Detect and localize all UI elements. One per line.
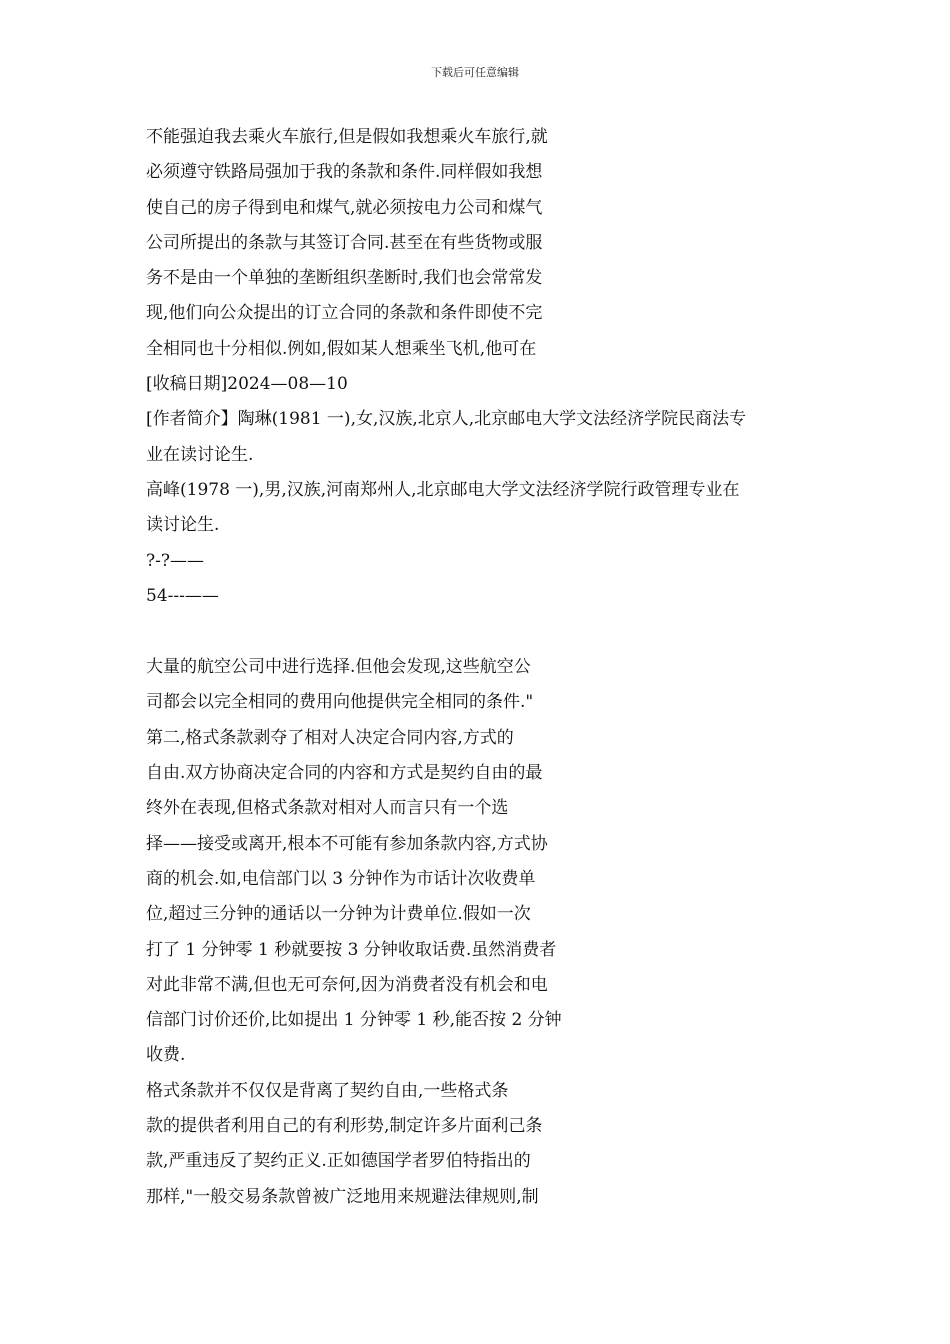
text-line: 对此非常不满,但也无可奈何,因为消费者没有机会和电 bbox=[146, 974, 548, 995]
article-metadata bbox=[146, 367, 826, 614]
author-intro-2-cont: 读讨论生. bbox=[146, 515, 220, 536]
author-intro-2: 高峰(1978 一),男,汉族,河南郑州人,北京邮电大学文法经济学院行政管理专业在 bbox=[146, 479, 740, 500]
text-line: 信部门讨价还价,比如提出 1 分钟零 1 秒,能否按 2 分钟 bbox=[146, 1010, 562, 1031]
text-line: 自由.双方协商决定合同的内容和方式是契约自由的最 bbox=[146, 763, 543, 784]
text-line: 必须遵守铁路局强加于我的条款和条件.同样假如我想 bbox=[146, 162, 543, 183]
text-line: 款,严重违反了契约正义.正如德国学者罗伯特指出的 bbox=[146, 1151, 531, 1172]
page-header: 下载后可任意编辑 bbox=[431, 66, 519, 79]
text-line: 全相同也十分相似.例如,假如某人想乘坐飞机,他可在 bbox=[146, 338, 537, 359]
text-line: 务不是由一个单独的垄断组织垄断时,我们也会常常发 bbox=[146, 268, 543, 289]
text-line: 商的机会.如,电信部门以 3 分钟作为市话计次收费单 bbox=[146, 868, 536, 889]
text-line: 现,他们向公众提出的订立合同的条款和条件即使不完 bbox=[146, 303, 543, 324]
text-line: 打了 1 分钟零 1 秒就要按 3 分钟收取话费.虽然消费者 bbox=[146, 939, 557, 960]
page-number: 54---—— bbox=[146, 585, 219, 606]
text-line: 公司所提出的条款与其签订合同.甚至在有些货物或服 bbox=[146, 232, 543, 253]
text-line: 大量的航空公司中进行选择.但他会发现,这些航空公 bbox=[146, 657, 531, 678]
text-line: 司都会以完全相同的费用向他提供完全相同的条件." bbox=[146, 692, 534, 713]
document-body bbox=[146, 120, 826, 1215]
spacer bbox=[146, 614, 826, 650]
separator-mark: ?-?—— bbox=[146, 550, 204, 571]
text-line: 使自己的房子得到电和煤气,就必须按电力公司和煤气 bbox=[146, 197, 543, 218]
text-line: 格式条款并不仅仅是背离了契约自由,一些格式条 bbox=[146, 1080, 509, 1101]
text-line: 择——接受或离开,根本不可能有参加条款内容,方式协 bbox=[146, 833, 548, 854]
text-line: 款的提供者利用自己的有利形势,制定许多片面利己条 bbox=[146, 1116, 543, 1137]
text-line: 第二,格式条款剥夺了相对人决定合同内容,方式的 bbox=[146, 727, 514, 748]
author-intro-1: [作者简介】陶琳(1981 一),女,汉族,北京人,北京邮电大学文法经济学院民商法专 bbox=[146, 409, 747, 430]
text-line: 收费. bbox=[146, 1045, 186, 1066]
text-line: 那样,"一般交易条款曾被广泛地用来规避法律规则,制 bbox=[146, 1186, 539, 1207]
author-intro-1-cont: 业在读讨论生. bbox=[146, 444, 254, 465]
received-date: [收稿日期]2024—08—10 bbox=[146, 374, 348, 395]
text-line: 位,超过三分钟的通话以一分钟为计费单位.假如一次 bbox=[146, 904, 531, 925]
paragraph-1 bbox=[146, 120, 826, 367]
paragraph-2 bbox=[146, 650, 826, 1074]
text-line: 终外在表现,但格式条款对相对人而言只有一个选 bbox=[146, 798, 509, 819]
text-line: 不能强迫我去乘火车旅行,但是假如我想乘火车旅行,就 bbox=[146, 127, 548, 147]
paragraph-3 bbox=[146, 1074, 826, 1215]
